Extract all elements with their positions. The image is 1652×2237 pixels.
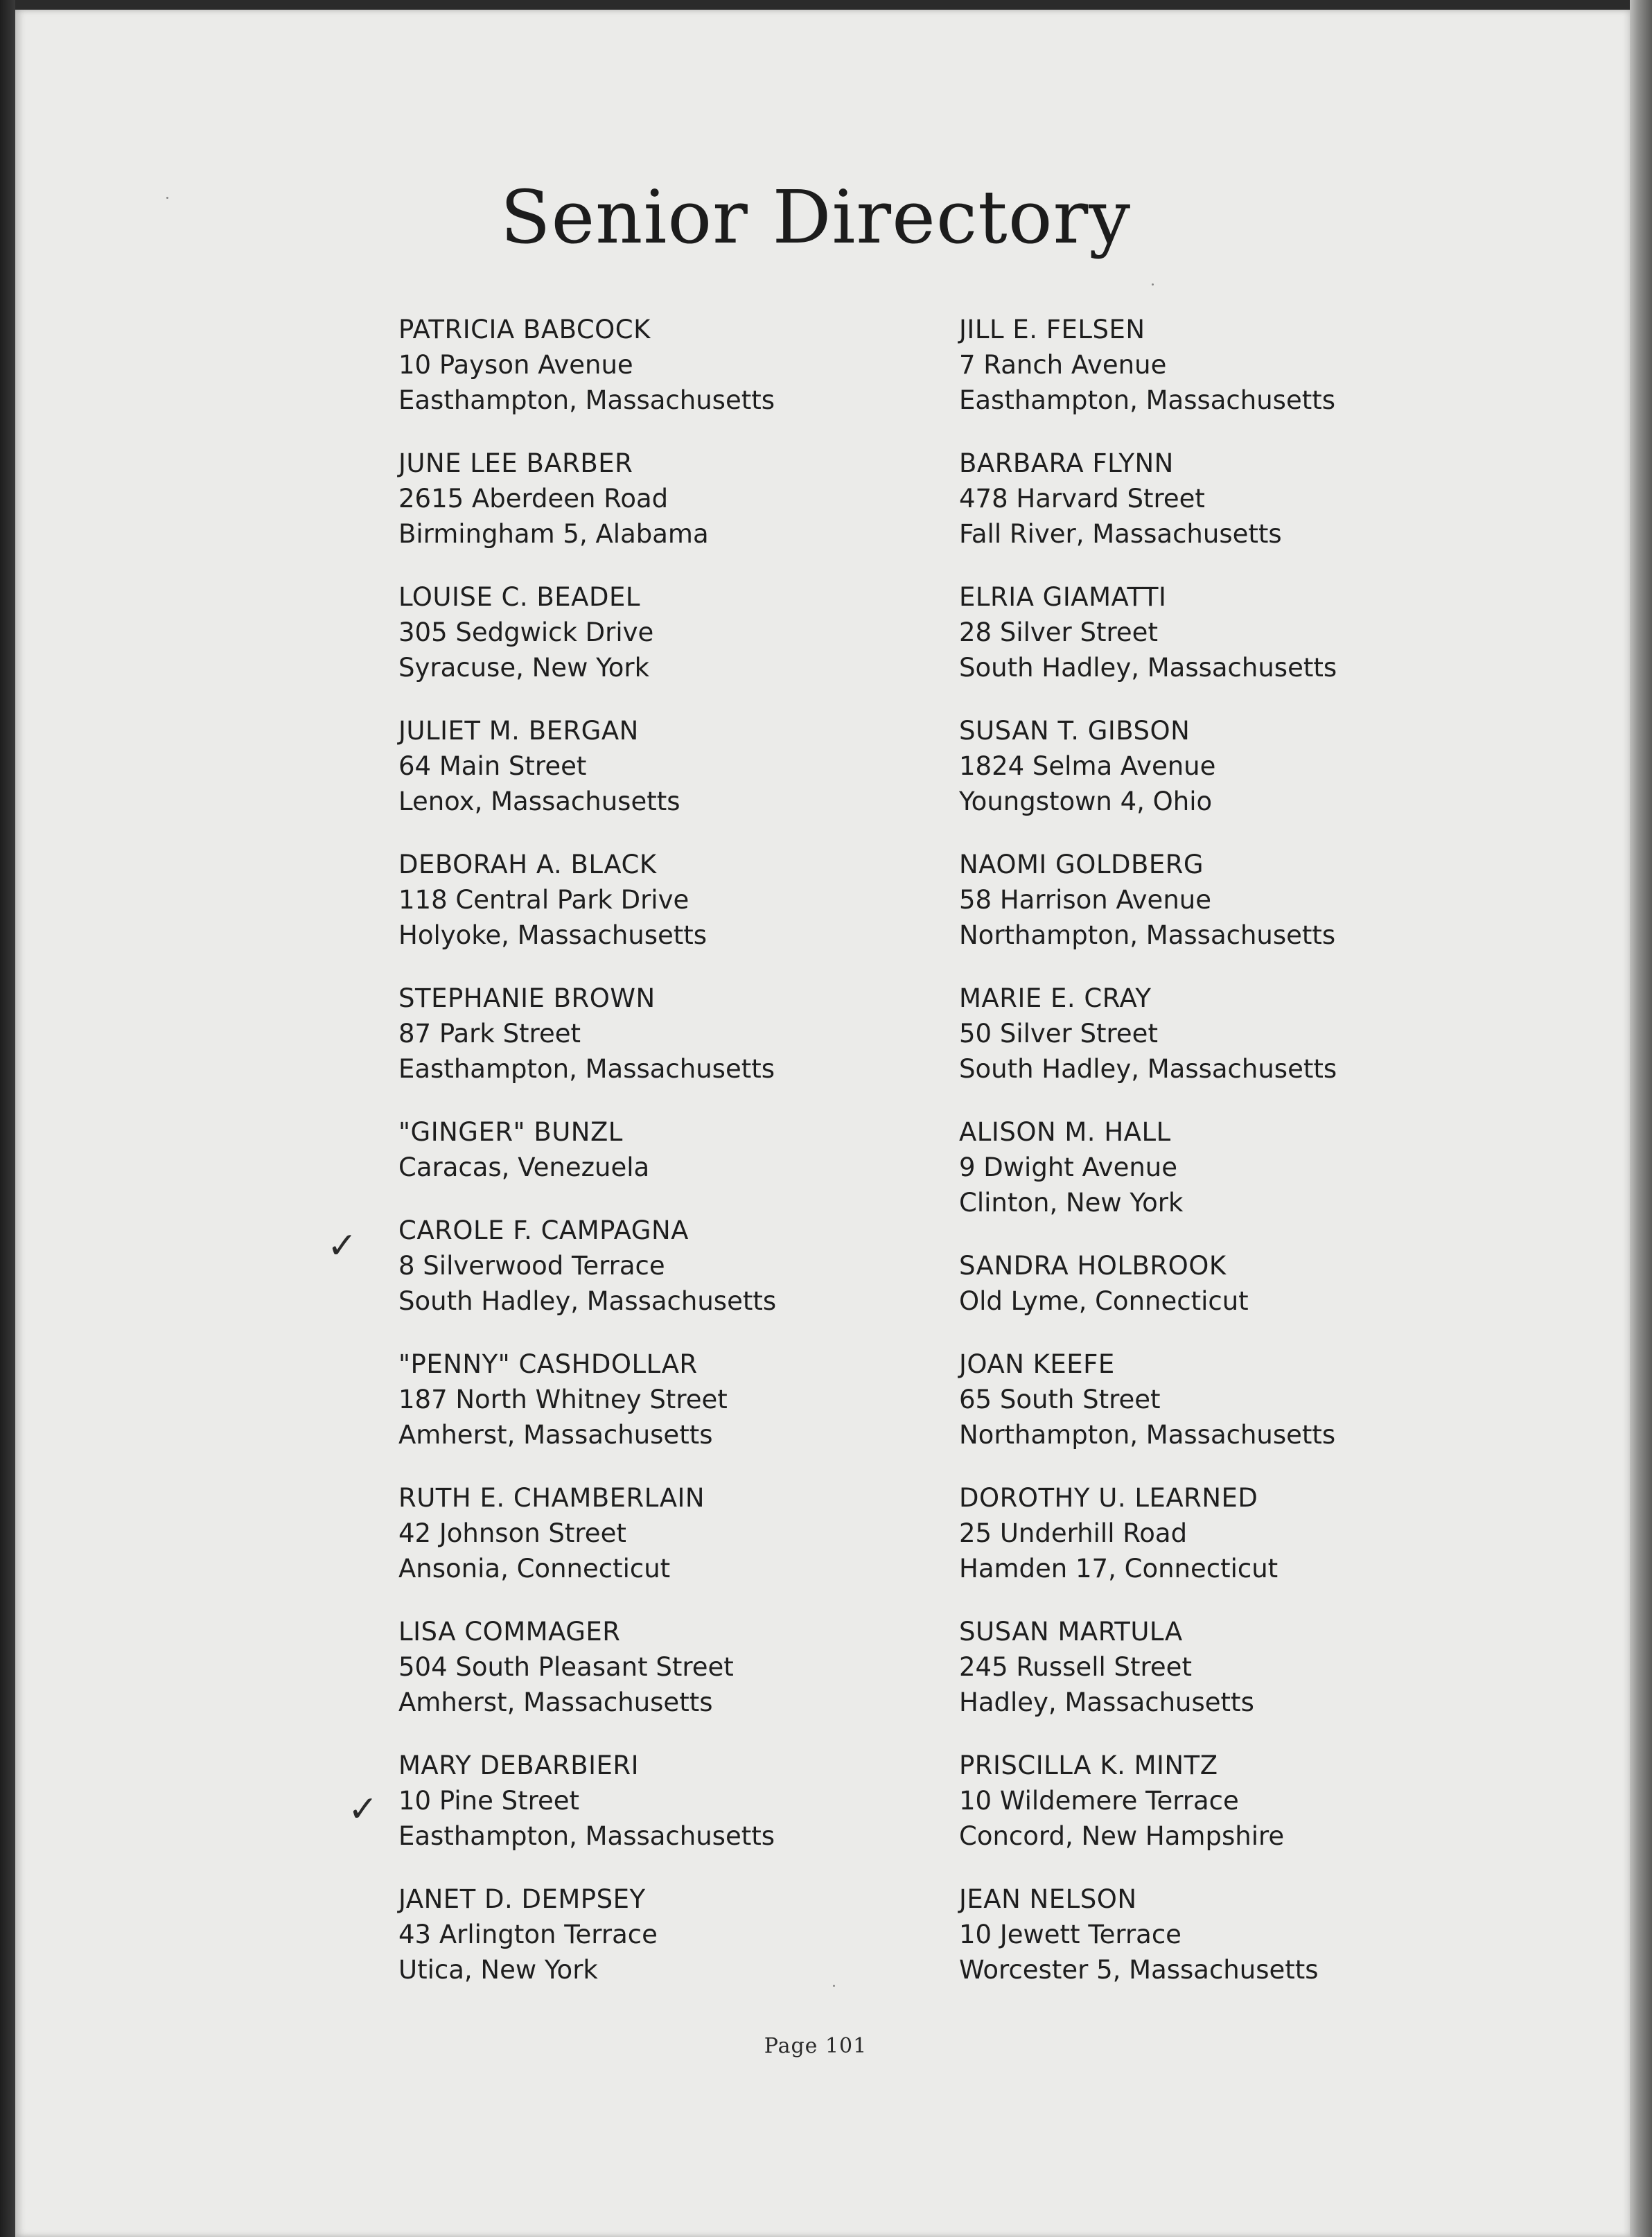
entry-spacer bbox=[398, 1185, 776, 1213]
city-state-line: Syracuse, New York bbox=[398, 653, 650, 683]
entry-spacer bbox=[398, 418, 776, 446]
street-address-line: 50 Silver Street bbox=[959, 1019, 1158, 1049]
paper-speck bbox=[833, 1985, 835, 1987]
entry-spacer bbox=[959, 1586, 1337, 1614]
city-state-line: Hamden 17, Connecticut bbox=[959, 1554, 1278, 1584]
entry-spacer bbox=[959, 819, 1337, 847]
city-state-line: Old Lyme, Connecticut bbox=[959, 1286, 1249, 1316]
directory-entry bbox=[398, 981, 776, 1087]
street-address-line: 42 Johnson Street bbox=[398, 1518, 626, 1548]
directory-entry bbox=[398, 579, 776, 685]
student-name: LISA COMMAGER bbox=[398, 1617, 621, 1647]
directory-entry bbox=[959, 1748, 1337, 1854]
street-address-line: 504 South Pleasant Street bbox=[398, 1652, 734, 1682]
page-title: Senior Directory bbox=[500, 175, 1132, 260]
street-address-line: 58 Harrison Avenue bbox=[959, 885, 1211, 915]
directory-entry bbox=[398, 1614, 776, 1720]
directory-entry bbox=[959, 713, 1337, 819]
directory-entry bbox=[398, 1881, 776, 1988]
student-name: SANDRA HOLBROOK bbox=[959, 1251, 1227, 1281]
student-name: JOAN KEEFE bbox=[959, 1349, 1115, 1379]
book-spine bbox=[0, 0, 15, 2237]
entry-spacer bbox=[959, 1087, 1337, 1114]
entry-spacer bbox=[398, 953, 776, 981]
city-state-line: Easthampton, Massachusetts bbox=[959, 385, 1336, 415]
entry-spacer bbox=[959, 1319, 1337, 1346]
handwritten-check-mark: ✓ bbox=[348, 1789, 378, 1830]
student-name: "GINGER" BUNZL bbox=[398, 1117, 623, 1147]
entry-spacer bbox=[959, 953, 1337, 981]
city-state-line: Ansonia, Connecticut bbox=[398, 1554, 671, 1584]
directory-entry bbox=[398, 847, 776, 953]
entry-spacer bbox=[959, 685, 1337, 713]
page-number: Page 101 bbox=[764, 2034, 868, 2058]
city-state-line: Northampton, Massachusetts bbox=[959, 920, 1336, 950]
directory-page bbox=[15, 10, 1630, 2237]
entry-spacer bbox=[959, 552, 1337, 579]
city-state-line: Northampton, Massachusetts bbox=[959, 1420, 1336, 1450]
city-state-line: Utica, New York bbox=[398, 1955, 598, 1985]
city-state-line: Easthampton, Massachusetts bbox=[398, 1821, 775, 1851]
student-name: JILL E. FELSEN bbox=[959, 315, 1145, 344]
entry-spacer bbox=[398, 552, 776, 579]
directory-entry bbox=[398, 1114, 776, 1185]
city-state-line: Birmingham 5, Alabama bbox=[398, 519, 709, 549]
directory-entry bbox=[959, 1346, 1337, 1453]
directory-entry bbox=[959, 579, 1337, 685]
student-name: PRISCILLA K. MINTZ bbox=[959, 1751, 1218, 1780]
directory-entry bbox=[959, 446, 1337, 552]
directory-entry bbox=[959, 312, 1337, 418]
street-address-line: 1824 Selma Avenue bbox=[959, 751, 1216, 781]
street-address-line: 2615 Aberdeen Road bbox=[398, 484, 669, 514]
city-state-line: Caracas, Venezuela bbox=[398, 1152, 650, 1182]
entry-spacer bbox=[959, 1854, 1337, 1881]
student-name: ALISON M. HALL bbox=[959, 1117, 1171, 1147]
student-name: DOROTHY U. LEARNED bbox=[959, 1483, 1258, 1513]
street-address-line: 10 Jewett Terrace bbox=[959, 1920, 1181, 1949]
entry-spacer bbox=[398, 1586, 776, 1614]
street-address-line: 478 Harvard Street bbox=[959, 484, 1205, 514]
entry-spacer bbox=[398, 1854, 776, 1881]
street-address-line: 118 Central Park Drive bbox=[398, 885, 689, 915]
city-state-line: Easthampton, Massachusetts bbox=[398, 1054, 775, 1084]
entry-spacer bbox=[959, 1720, 1337, 1748]
handwritten-check-mark: ✓ bbox=[327, 1225, 358, 1267]
entry-spacer bbox=[959, 1220, 1337, 1248]
city-state-line: South Hadley, Massachusetts bbox=[398, 1286, 777, 1316]
student-name: LOUISE C. BEADEL bbox=[398, 582, 640, 612]
street-address-line: 10 Wildemere Terrace bbox=[959, 1786, 1239, 1816]
street-address-line: 8 Silverwood Terrace bbox=[398, 1251, 665, 1281]
directory-entry bbox=[959, 1881, 1337, 1988]
street-address-line: 87 Park Street bbox=[398, 1019, 581, 1049]
student-name: BARBARA FLYNN bbox=[959, 448, 1174, 478]
city-state-line: Concord, New Hampshire bbox=[959, 1821, 1285, 1851]
directory-entry bbox=[959, 1614, 1337, 1720]
street-address-line: 64 Main Street bbox=[398, 751, 587, 781]
street-address-line: 10 Pine Street bbox=[398, 1786, 580, 1816]
student-name: SUSAN T. GIBSON bbox=[959, 716, 1190, 746]
scan-top-edge bbox=[0, 0, 1652, 10]
city-state-line: Lenox, Massachusetts bbox=[398, 787, 680, 816]
directory-entry bbox=[398, 446, 776, 552]
street-address-line: 43 Arlington Terrace bbox=[398, 1920, 658, 1949]
directory-entry bbox=[398, 1346, 776, 1453]
student-name: RUTH E. CHAMBERLAIN bbox=[398, 1483, 705, 1513]
entry-spacer bbox=[398, 685, 776, 713]
student-name: CAROLE F. CAMPAGNA bbox=[398, 1216, 689, 1245]
student-name: "PENNY" CASHDOLLAR bbox=[398, 1349, 698, 1379]
entry-spacer bbox=[398, 819, 776, 847]
entry-spacer bbox=[398, 1087, 776, 1114]
paper-speck bbox=[1152, 283, 1154, 286]
student-name: DEBORAH A. BLACK bbox=[398, 850, 657, 879]
city-state-line: Amherst, Massachusetts bbox=[398, 1687, 713, 1717]
city-state-line: South Hadley, Massachusetts bbox=[959, 653, 1337, 683]
city-state-line: Worcester 5, Massachusetts bbox=[959, 1955, 1319, 1985]
student-name: PATRICIA BABCOCK bbox=[398, 315, 651, 344]
directory-entry bbox=[959, 1248, 1337, 1319]
street-address-line: 9 Dwight Avenue bbox=[959, 1152, 1178, 1182]
city-state-line: South Hadley, Massachusetts bbox=[959, 1054, 1337, 1084]
directory-entry bbox=[398, 1748, 776, 1854]
street-address-line: 25 Underhill Road bbox=[959, 1518, 1188, 1548]
directory-entry bbox=[398, 1480, 776, 1586]
entry-spacer bbox=[959, 418, 1337, 446]
left-directory-column bbox=[398, 312, 776, 1988]
student-name: NAOMI GOLDBERG bbox=[959, 850, 1204, 879]
entry-spacer bbox=[398, 1453, 776, 1480]
entry-spacer bbox=[398, 1319, 776, 1346]
page-right-edge bbox=[1630, 0, 1652, 2237]
entry-spacer bbox=[959, 1453, 1337, 1480]
city-state-line: Amherst, Massachusetts bbox=[398, 1420, 713, 1450]
directory-entry bbox=[959, 1114, 1337, 1220]
street-address-line: 305 Sedgwick Drive bbox=[398, 617, 654, 647]
directory-entry bbox=[959, 1480, 1337, 1586]
street-address-line: 187 North Whitney Street bbox=[398, 1385, 728, 1414]
student-name: ELRIA GIAMATTI bbox=[959, 582, 1167, 612]
student-name: SUSAN MARTULA bbox=[959, 1617, 1183, 1647]
directory-entry bbox=[398, 1213, 776, 1319]
city-state-line: Youngstown 4, Ohio bbox=[959, 787, 1213, 816]
street-address-line: 28 Silver Street bbox=[959, 617, 1158, 647]
student-name: JANET D. DEMPSEY bbox=[398, 1884, 646, 1914]
street-address-line: 10 Payson Avenue bbox=[398, 350, 633, 380]
student-name: JUNE LEE BARBER bbox=[398, 448, 633, 478]
street-address-line: 65 South Street bbox=[959, 1385, 1161, 1414]
city-state-line: Easthampton, Massachusetts bbox=[398, 385, 775, 415]
student-name: MARIE E. CRAY bbox=[959, 983, 1152, 1013]
paper-speck bbox=[166, 197, 168, 199]
directory-entry bbox=[398, 713, 776, 819]
street-address-line: 245 Russell Street bbox=[959, 1652, 1192, 1682]
student-name: STEPHANIE BROWN bbox=[398, 983, 656, 1013]
student-name: JULIET M. BERGAN bbox=[398, 716, 639, 746]
entry-spacer bbox=[398, 1720, 776, 1748]
street-address-line: 7 Ranch Avenue bbox=[959, 350, 1167, 380]
right-directory-column bbox=[959, 312, 1337, 1988]
city-state-line: Holyoke, Massachusetts bbox=[398, 920, 708, 950]
directory-entry bbox=[398, 312, 776, 418]
directory-entry bbox=[959, 847, 1337, 953]
city-state-line: Fall River, Massachusetts bbox=[959, 519, 1282, 549]
city-state-line: Clinton, New York bbox=[959, 1188, 1184, 1218]
directory-entry bbox=[959, 981, 1337, 1087]
city-state-line: Hadley, Massachusetts bbox=[959, 1687, 1254, 1717]
student-name: MARY DEBARBIERI bbox=[398, 1751, 640, 1780]
student-name: JEAN NELSON bbox=[959, 1884, 1137, 1914]
